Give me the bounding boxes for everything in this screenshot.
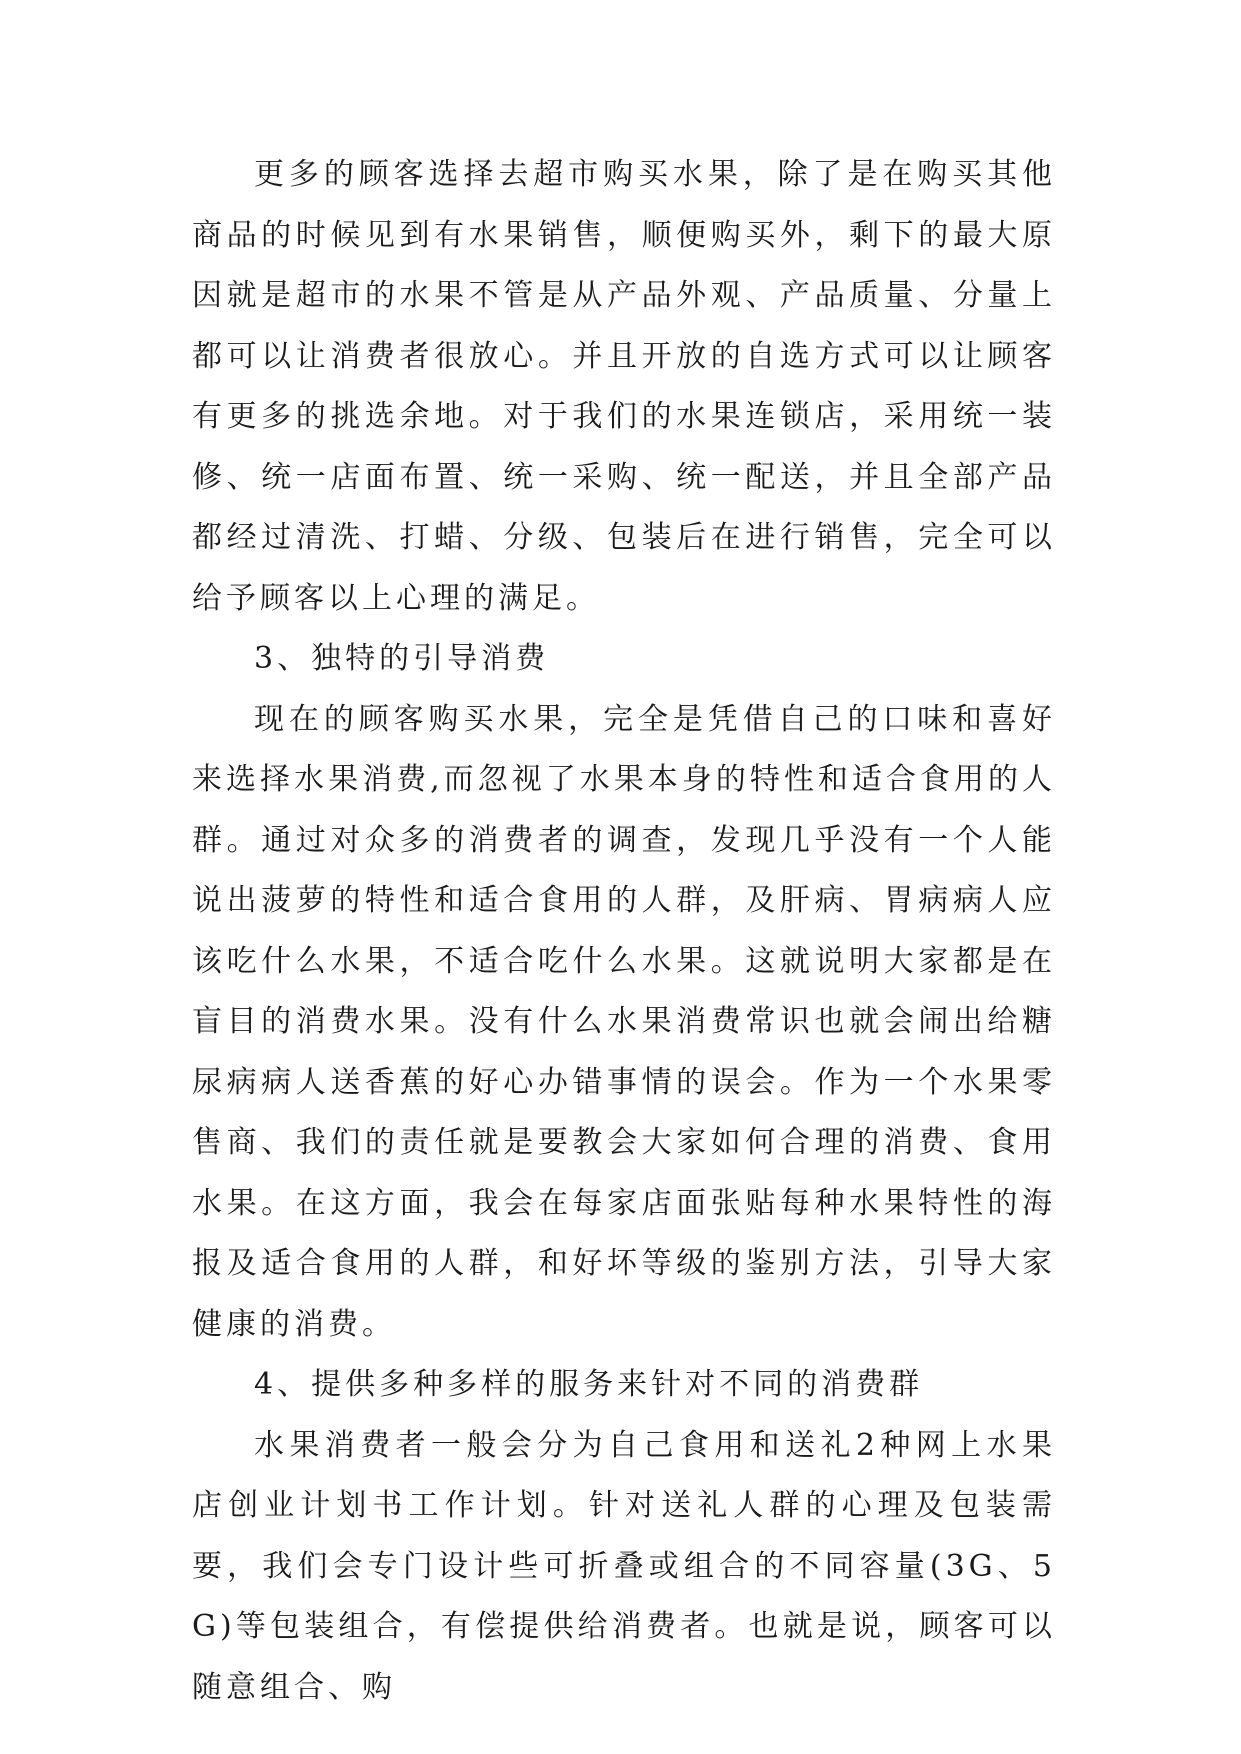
paragraph-guided-consumption: 现在的顾客购买水果，完全是凭借自己的口味和喜好来选择水果消费,而忽视了水果本身的特性和适合食用的人群。通过对众多的消费者的调查，发现几乎没有一个人能说出菠萝的特性和适合食用的人群，及肝病、胃病病人应该吃什么水果，不适合吃什么水果。这就说明大家都是在盲目的消费水果。没有什么水果消费常识也就会闹出给糖尿病病人送香蕉的好心办错事情的误会。作为一个水果零售商、我们的责任就是要教会大家如何合理的消费、食用水果。在这方面，我会在每家店面张贴每种水果特性的海报及适合食用的人群，和好坏等级的鉴别方法，引导大家健康的消费。 [192,701,1056,1342]
paragraph-diverse-services: 水果消费者一般会分为自己食用和送礼2种网上水果店创业计划书工作计划。针对送礼人群的心理及包装需要，我们会专门设计些可折叠或组合的不同容量(3G、5G)等包装组合，有偿提供给消费者。也就是说，顾客可以随意组合、购 [192,1427,1056,1705]
paragraph-supermarket-advantage: 更多的顾客选择去超市购买水果，除了是在购买其他商品的时候见到有水果销售，顺便购买外，剩下的最大原因就是超市的水果不管是从产品外观、产品质量、分量上都可以让消费者很放心。并且开放的自选方式可以让顾客有更多的挑选余地。对于我们的水果连锁店，采用统一装修、统一店面布置、统一采购、统一配送，并且全部产品都经过清洗、打蜡、分级、包装后在进行销售，完全可以给予顾客以上心理的满足。 [192,157,1056,616]
section-heading-guided-consumption: 3、独特的引导消费 [254,641,550,676]
section-heading-diverse-services: 4、提供多种多样的服务来针对不同的消费群 [254,1367,924,1402]
document-page [192,145,1056,1718]
